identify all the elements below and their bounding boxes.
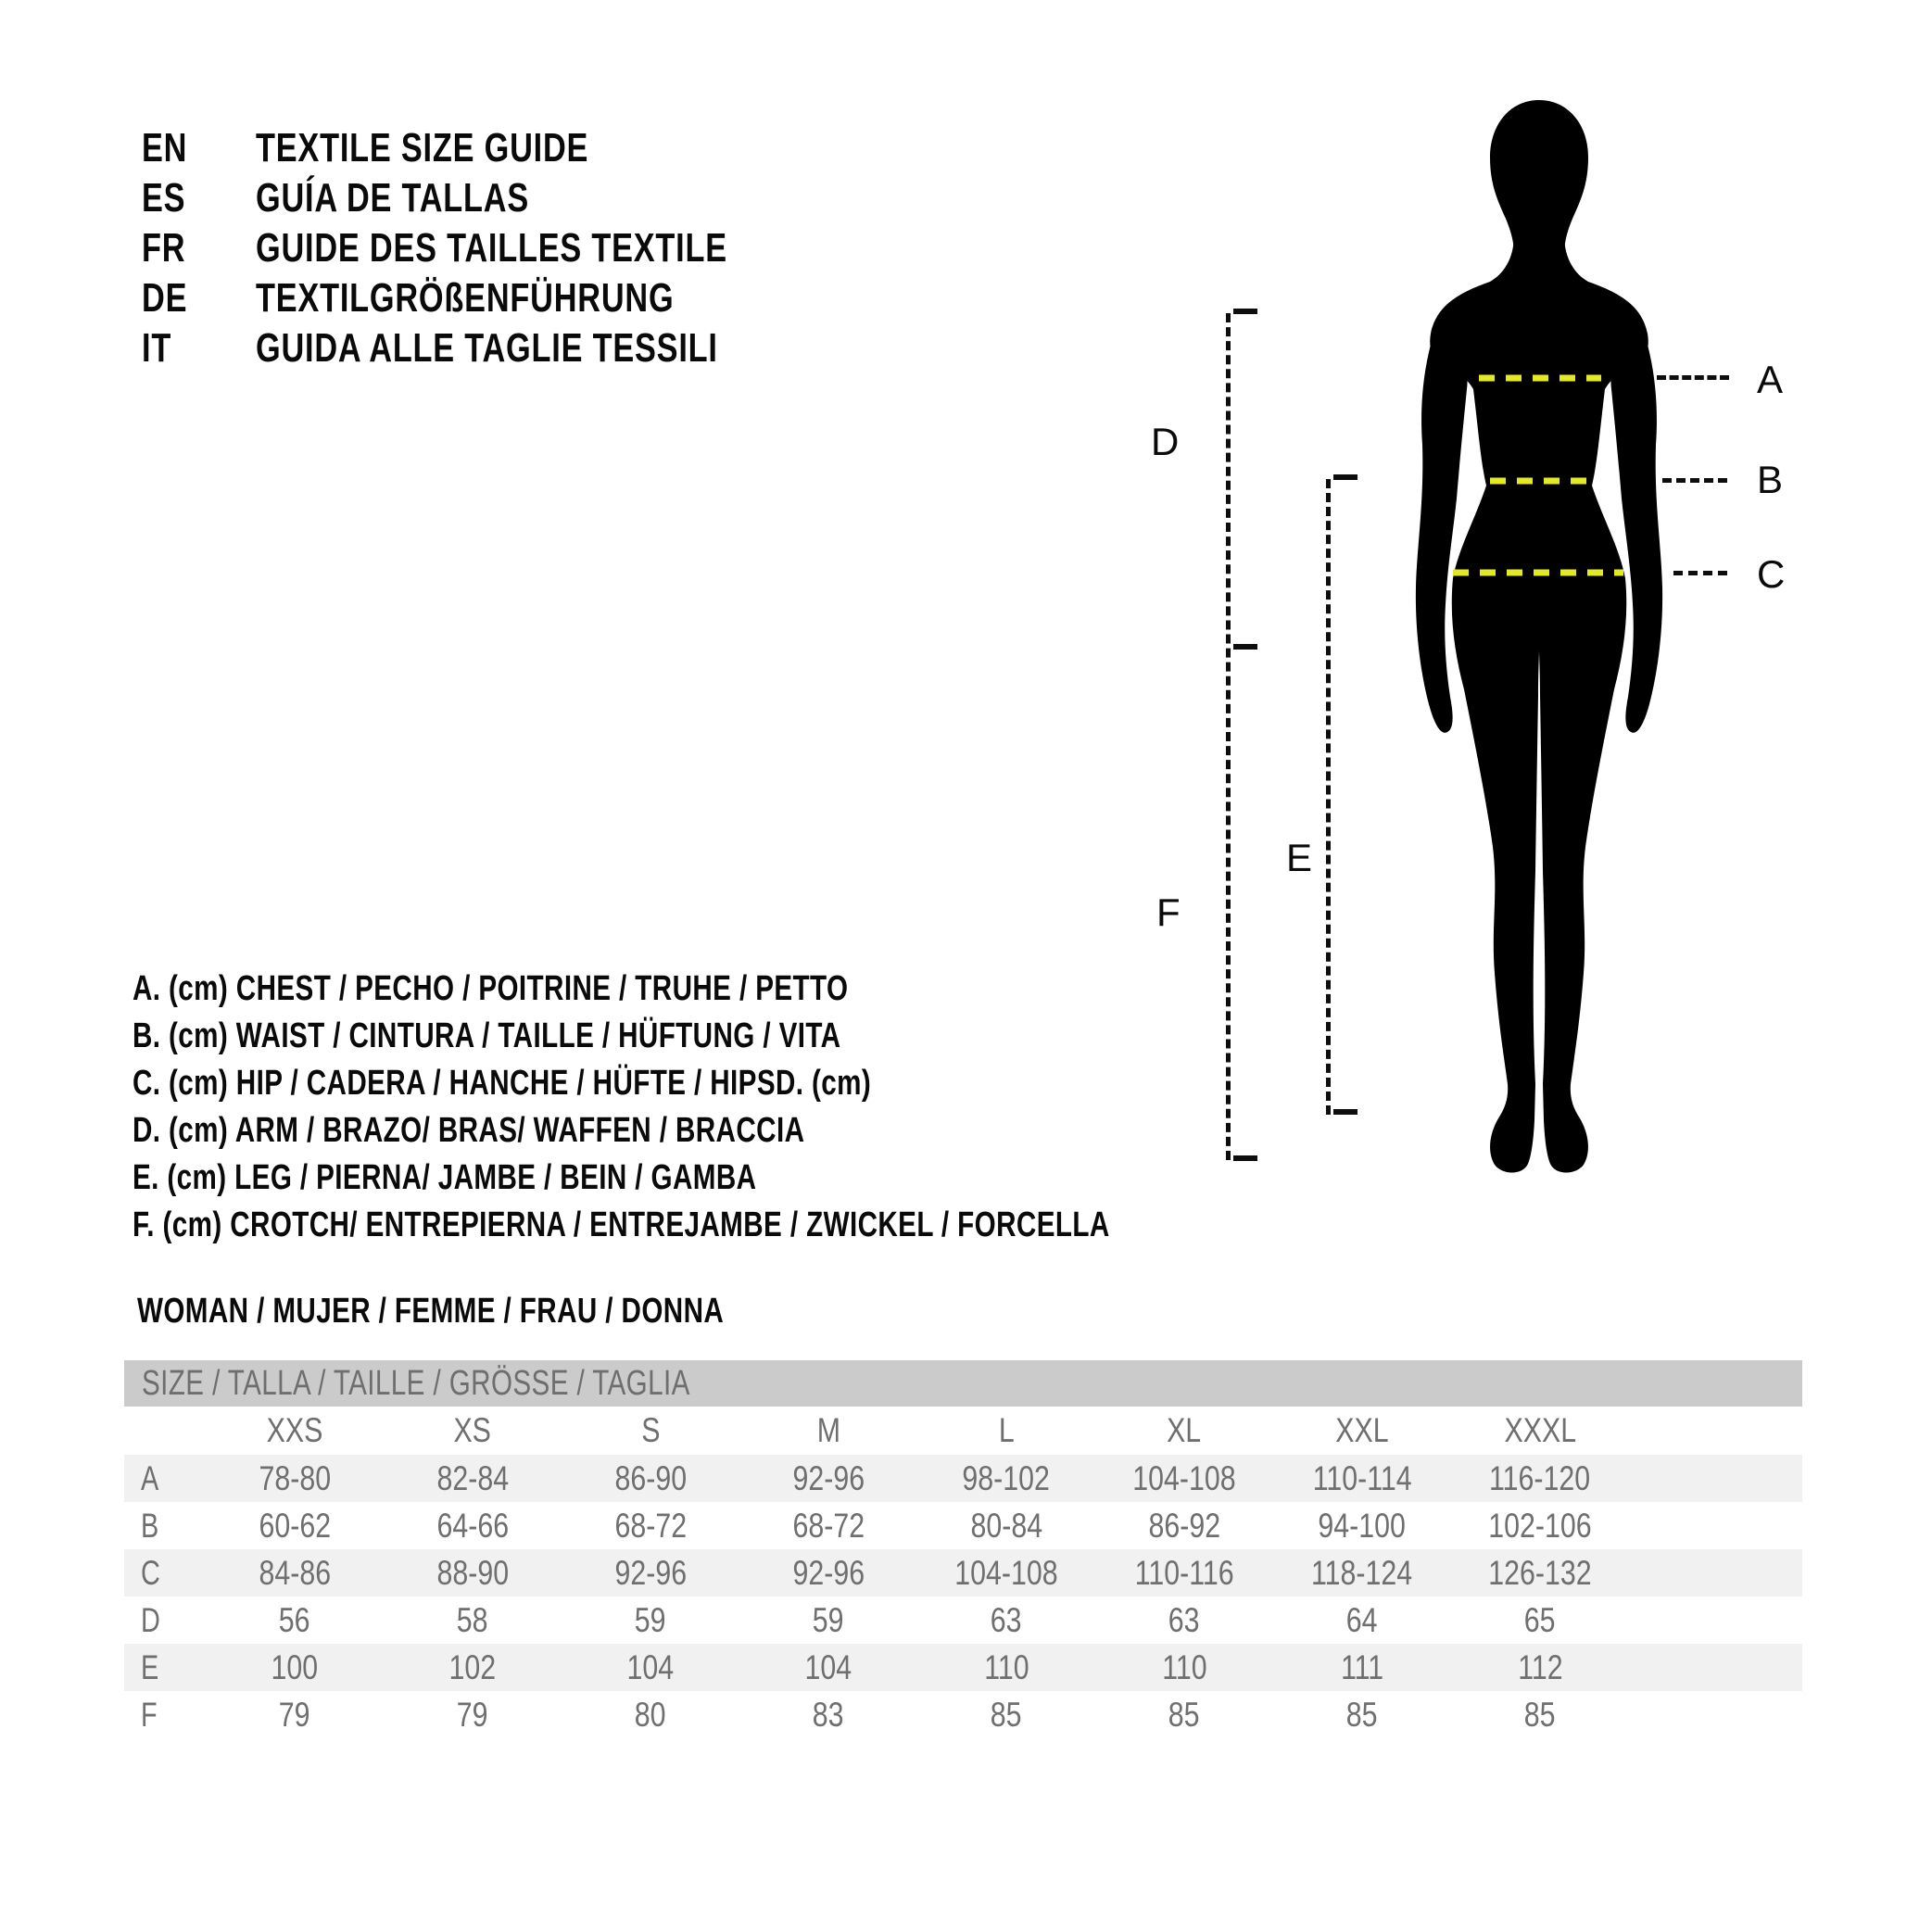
lang-code-en: EN: [142, 125, 188, 170]
lang-title-de: TEXTILGRÖßENFÜHRUNG: [256, 275, 675, 321]
tick-d-f-middle: [1233, 644, 1257, 650]
legend-item-b: B. (cm) WAIST / CINTURA / TAILLE / HÜFTUNG / VITA: [133, 1016, 841, 1055]
lang-code-it: IT: [142, 325, 172, 371]
language-title-block: [142, 123, 860, 373]
table-row-b: B 60-62 64-66 68-72 68-72 80-84 86-92 94-100 102-106: [124, 1502, 1802, 1549]
figure-label-e: E: [1286, 836, 1314, 879]
legend-item-d: D. (cm) ARM / BRAZO/ BRAS/ WAFFEN / BRACCIA: [133, 1111, 805, 1150]
lang-title-en: TEXTILE SIZE GUIDE: [256, 125, 589, 170]
table-row-a: A 78-80 82-84 86-90 92-96 98-102 104-108 110-114 116-120: [124, 1455, 1802, 1502]
silhouette-left-arm: [1416, 332, 1468, 733]
row-label: D: [141, 1600, 160, 1639]
table-row-d: D 56 58 59 59 63 63 64 65: [124, 1597, 1802, 1644]
figure-label-f: F: [1156, 890, 1181, 934]
tick-d-top: [1233, 309, 1257, 314]
row-label: A: [141, 1458, 159, 1497]
size-table: [124, 1360, 1802, 1738]
figure-label-d: D: [1151, 420, 1181, 463]
lang-title-fr: GUIDE DES TAILLES TEXTILE: [256, 225, 727, 271]
lang-code-fr: FR: [142, 225, 186, 271]
table-row-f: F 79 79 80 83 85 85 85 85: [124, 1691, 1802, 1738]
silhouette-head: [1490, 100, 1588, 251]
woman-silhouette: [1399, 100, 1681, 1180]
measurement-legend: [133, 966, 1385, 1249]
col-header-m: M: [816, 1411, 840, 1449]
col-header-s: S: [640, 1411, 661, 1449]
size-table-column-header-row: [124, 1407, 1802, 1455]
table-row-c: C 84-86 88-90 92-96 92-96 104-108 110-116 118-124 126-132: [124, 1549, 1802, 1597]
language-row-fr: [142, 223, 860, 273]
lang-code-de: DE: [142, 275, 188, 321]
language-row-es: [142, 173, 860, 223]
language-row-de: [142, 273, 860, 323]
table-row-e: E 100 102 104 104 110 110 111 112: [124, 1644, 1802, 1691]
lang-title-es: GUÍA DE TALLAS: [256, 175, 529, 221]
figure-label-a: A: [1757, 358, 1785, 401]
language-row-it: [142, 323, 860, 373]
figure-label-c: C: [1757, 552, 1787, 596]
silhouette-right-arm: [1610, 332, 1662, 733]
row-label: F: [141, 1695, 158, 1734]
legend-item-f: F. (cm) CROTCH/ ENTREPIERNA / ENTREJAMBE / ZWICKEL / FORCELLA: [133, 1205, 1110, 1244]
legend-item-a: A. (cm) CHEST / PECHO / POITRINE / TRUHE / PETTO: [133, 969, 849, 1008]
legend-item-e: E. (cm) LEG / PIERNA/ JAMBE / BEIN / GAMBA: [133, 1158, 757, 1197]
row-label: B: [141, 1506, 159, 1545]
row-label: E: [141, 1647, 159, 1686]
lang-title-it: GUIDA ALLE TAGLIE TESSILI: [256, 325, 718, 371]
legend-item-c: C. (cm) HIP / CADERA / HANCHE / HÜFTE / HIPSD. (cm): [133, 1064, 872, 1103]
size-table-header-band: SIZE / TALLA / TAILLE / GRÖSSE / TAGLIA: [124, 1360, 1802, 1407]
col-header-l: L: [998, 1411, 1015, 1449]
leader-line-c: [1673, 571, 1727, 575]
section-title-woman: WOMAN / MUJER / FEMME / FRAU / DONNA: [137, 1291, 725, 1331]
col-header-xxl: XXL: [1335, 1411, 1389, 1449]
tick-e-top: [1333, 474, 1357, 480]
lang-code-es: ES: [142, 175, 186, 221]
col-header-xl: XL: [1167, 1411, 1202, 1449]
col-header-xs: XS: [453, 1411, 492, 1449]
leader-line-b: [1662, 478, 1727, 483]
leader-line-a: [1657, 375, 1729, 380]
language-row-en: [142, 123, 860, 173]
row-label: C: [141, 1553, 160, 1592]
col-header-xxs: XXS: [266, 1411, 323, 1449]
figure-label-b: B: [1757, 458, 1785, 501]
col-header-xxxl: XXXL: [1504, 1411, 1576, 1449]
